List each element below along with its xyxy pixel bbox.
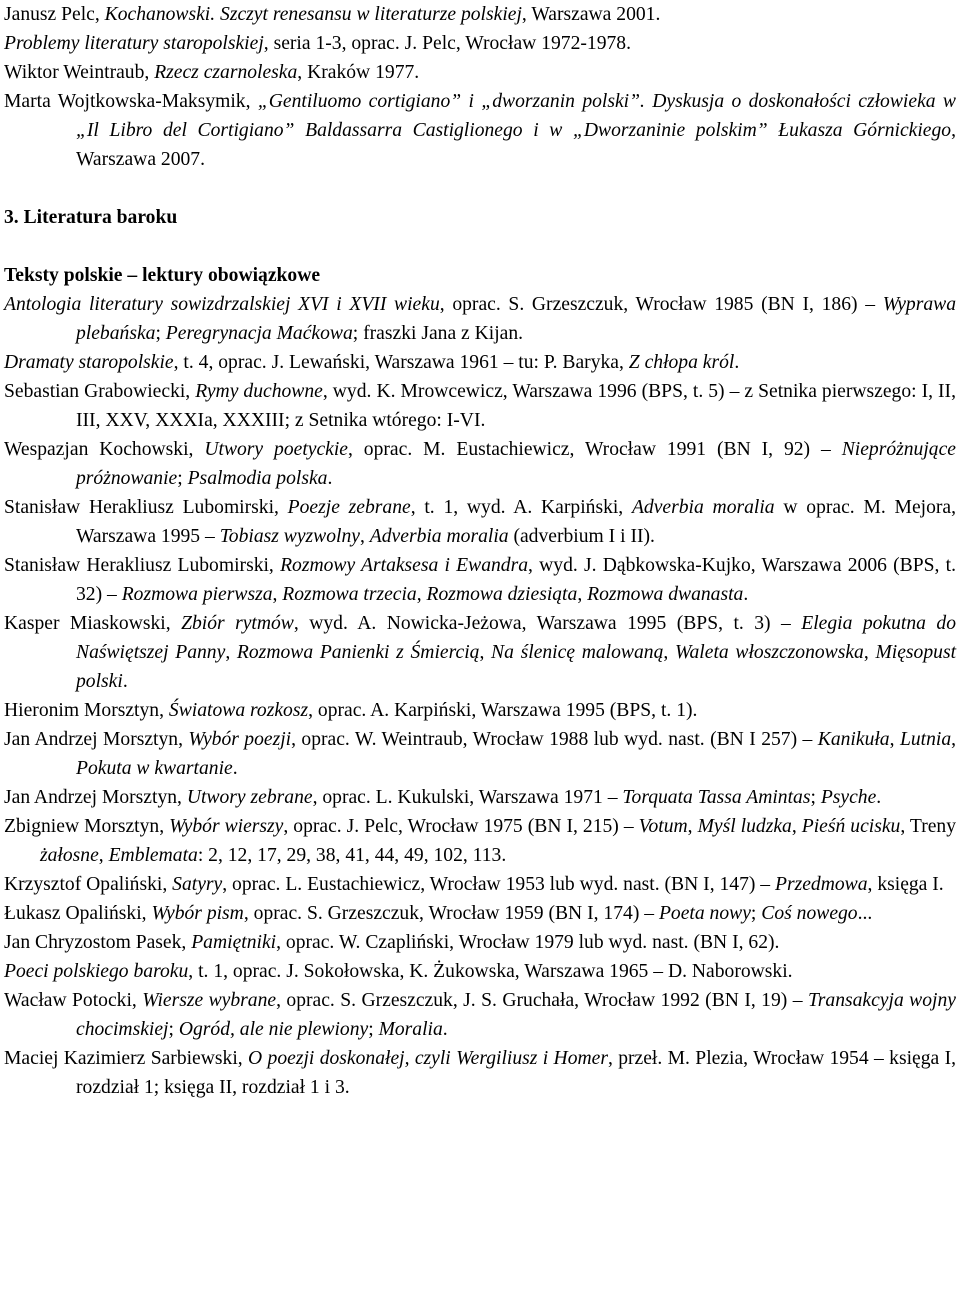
entry-text: , księga I. xyxy=(867,874,944,895)
bibliography-entry xyxy=(4,928,956,957)
entry-text: . xyxy=(232,758,238,779)
title-italic: Przedmowa xyxy=(775,874,868,895)
bibliography-entry xyxy=(4,783,956,812)
entry-text: Jan Andrzej Morsztyn, xyxy=(4,729,189,750)
section-heading: 3. Literatura baroku xyxy=(4,207,178,228)
title-italic: Niepróżnujące próżnowanie xyxy=(76,439,956,489)
bibliography-entry xyxy=(4,87,956,174)
title-italic: Adverbia moralia xyxy=(631,497,775,518)
entry-text: Stanisław Herakliusz Lubomirski, xyxy=(4,555,281,576)
title-italic: Psyche xyxy=(820,787,877,808)
title-italic: Poeta nowy xyxy=(658,903,751,924)
entry-text: , xyxy=(687,816,698,837)
intro-bibliography xyxy=(4,0,956,174)
entry-text: , oprac. L. Kukulski, Warszawa 1971 – xyxy=(312,787,623,808)
entry-text: Kasper Miaskowski, xyxy=(4,613,182,634)
entry-text: Wiktor Weintraub, xyxy=(4,62,155,83)
title-italic: Rozmowa pierwsza xyxy=(121,584,273,605)
title-italic: Votum xyxy=(638,816,688,837)
entry-text: , xyxy=(577,584,588,605)
spacer xyxy=(4,232,956,261)
entry-text: Sebastian Grabowiecki, xyxy=(4,381,196,402)
title-italic: Torquata Tassa Amintas xyxy=(622,787,811,808)
entry-text: , oprac. J. Pelc, Wrocław 1975 (BN I, 215) – xyxy=(283,816,639,837)
entry-text: (adverbium I i II). xyxy=(508,526,655,547)
title-italic: Wybór pism xyxy=(151,903,244,924)
entry-text: . xyxy=(327,468,333,489)
entry-text: , t. 1, wyd. A. Karpiński, xyxy=(410,497,632,518)
title-italic: Ogród, ale nie plewiony xyxy=(178,1019,369,1040)
entry-text: , Warszawa 2001. xyxy=(521,4,661,25)
title-italic: O poezji doskonałej, czyli Wergiliusz i Homer xyxy=(248,1048,608,1069)
bibliography-entry xyxy=(4,377,956,435)
title-italic: Pamiętniki xyxy=(191,932,277,953)
title-italic: Elegia pokutna do Naświętszej Panny xyxy=(76,613,956,663)
bibliography-entry xyxy=(4,957,956,986)
entry-text: w oprac. M. Mejora, Warszawa 1995 – xyxy=(76,497,956,547)
entry-text: , xyxy=(889,729,900,750)
title-italic: Poezje zebrane xyxy=(287,497,411,518)
title-italic: Rozmowa Panienki z Śmiercią xyxy=(236,642,480,663)
entry-text: : 2, 12, 17, 29, 38, 41, 44, 49, 102, 113. xyxy=(197,845,507,866)
entry-text: , Warszawa 2007. xyxy=(76,120,956,170)
reading-list xyxy=(4,290,956,1102)
entry-text: Jan Andrzej Morsztyn, xyxy=(4,787,187,808)
bibliography-entry xyxy=(4,290,956,348)
entry-text: , seria 1-3, oprac. J. Pelc, Wrocław 1972-1978. xyxy=(263,33,631,54)
entry-text: . xyxy=(743,584,749,605)
bibliography-entry xyxy=(4,986,956,1044)
bibliography-entry xyxy=(4,29,956,58)
entry-text: . xyxy=(442,1019,448,1040)
entry-text: , xyxy=(98,845,109,866)
title-italic: Antologia literatury sowizdrzalskiej XVI i XVII wieku xyxy=(4,294,440,315)
title-italic: Światowa rozkosz xyxy=(168,700,309,721)
subsection-heading: Teksty polskie – lektury obowiązkowe xyxy=(4,265,321,286)
title-italic: Moralia xyxy=(378,1019,443,1040)
title-italic: Rozmowa trzecia xyxy=(282,584,417,605)
entry-text: Hieronim Morsztyn, xyxy=(4,700,169,721)
title-italic: Utwory zebrane xyxy=(186,787,313,808)
entry-text: . xyxy=(122,671,128,692)
entry-text: ; xyxy=(810,787,821,808)
entry-text: , oprac. S. Grzeszczuk, J. S. Gruchała, Wrocław 1992 (BN I, 19) – xyxy=(276,990,808,1011)
bibliography-entry xyxy=(4,725,956,783)
bibliography-entry xyxy=(4,493,956,551)
bibliography-entry xyxy=(4,812,956,870)
bibliography-entry xyxy=(4,870,956,899)
title-italic: Myśl ludzka xyxy=(697,816,792,837)
title-italic: żałosne xyxy=(40,845,99,866)
entry-text: Marta Wojtkowska-Maksymik, xyxy=(4,91,258,112)
entry-text: , oprac. S. Grzeszczuk, Wrocław 1985 (BN I, 186) – xyxy=(439,294,883,315)
title-italic: Rymy duchowne xyxy=(195,381,323,402)
bibliography-entry xyxy=(4,551,956,609)
title-italic: Adverbia moralia xyxy=(369,526,509,547)
entry-text: ; xyxy=(177,468,188,489)
spacer xyxy=(4,174,956,203)
bibliography-entry xyxy=(4,609,956,696)
title-italic: Mięsopust polski xyxy=(76,642,957,692)
entry-text: ; xyxy=(750,903,762,924)
entry-text: , t. 4, oprac. J. Lewański, Warszawa 1961 – tu: P. Baryka, xyxy=(173,352,629,373)
entry-text: Janusz Pelc, xyxy=(4,4,105,25)
entry-text: , Kraków 1977. xyxy=(297,62,420,83)
title-italic: Wybór wierszy xyxy=(169,816,284,837)
entry-text: Krzysztof Opaliński, xyxy=(4,874,173,895)
title-italic: Pokuta w kwartanie xyxy=(76,758,233,779)
title-italic: Waleta włoszczonowska xyxy=(674,642,864,663)
entry-text: , xyxy=(663,642,675,663)
title-italic: Problemy literatury staropolskiej xyxy=(4,33,264,54)
entry-text: Maciej Kazimierz Sarbiewski, xyxy=(4,1048,249,1069)
title-italic: Transakcyja wojny chocimskiej xyxy=(76,990,956,1040)
title-italic: Rozmowy Artaksesa i Ewandra xyxy=(280,555,529,576)
entry-text: , xyxy=(951,729,957,750)
bibliography-entry xyxy=(4,58,956,87)
bibliography-entry xyxy=(4,435,956,493)
entry-text: , xyxy=(791,816,802,837)
title-italic: Satyry xyxy=(172,874,223,895)
title-italic: Kochanowski. Szczyt renesansu w literaturze polskiej xyxy=(104,4,522,25)
entry-text: , oprac. M. Eustachiewicz, Wrocław 1991 (BN I, 92) – xyxy=(348,439,842,460)
entry-text: . xyxy=(734,352,740,373)
entry-text: , oprac. S. Grzeszczuk, Wrocław 1959 (BN I, 174) – xyxy=(243,903,659,924)
entry-text: , oprac. L. Eustachiewicz, Wrocław 1953 lub wyd. nast. (BN I, 147) – xyxy=(222,874,775,895)
entry-text: ; fraszki Jana z Kijan. xyxy=(352,323,524,344)
entry-text: , xyxy=(416,584,427,605)
title-italic: Emblemata xyxy=(108,845,198,866)
entry-text: Zbigniew Morsztyn, xyxy=(4,816,170,837)
entry-text: , oprac. W. Czapliński, Wrocław 1979 lub wyd. nast. (BN I, 62). xyxy=(276,932,780,953)
title-italic: Dramaty staropolskie xyxy=(4,352,174,373)
bibliography-entry xyxy=(4,348,956,377)
entry-text: , przeł. M. Plezia, Wrocław 1954 – księga I, rozdział 1; księga II, rozdział 1 i 3. xyxy=(76,1048,956,1098)
title-italic: Rzecz czarnoleska xyxy=(154,62,298,83)
title-italic: Wiersze wybrane xyxy=(142,990,277,1011)
title-italic: Wyprawa plebańska xyxy=(76,294,956,344)
title-italic: Z chłopa król xyxy=(628,352,735,373)
entry-text: , wyd. K. Mrowcewicz, Warszawa 1996 (BPS, t. 5) – z Setnika pierwszego: I, II, III, XXV, XXXIa, XXXIII; z Setnika wtórego: I-VI. xyxy=(76,381,956,431)
entry-text: , xyxy=(225,642,237,663)
title-italic: Zbiór rytmów xyxy=(181,613,294,634)
bibliography-entry xyxy=(4,696,956,725)
entry-text: Jan Chryzostom Pasek, xyxy=(4,932,192,953)
entry-text: , xyxy=(479,642,492,663)
bibliography-entry xyxy=(4,0,956,29)
entry-text: , xyxy=(272,584,283,605)
entry-text: Łukasz Opaliński, xyxy=(4,903,152,924)
title-italic: Utwory poetyckie xyxy=(204,439,348,460)
title-italic: Tobiasz wyzwolny xyxy=(219,526,360,547)
title-italic: Peregrynacja Maćkowa xyxy=(165,323,353,344)
bibliography-entry xyxy=(4,899,956,928)
bibliography-entry xyxy=(4,1044,956,1102)
title-italic: „Gentiluomo cortigiano” i „dworzanin polski”. Dyskusja o doskonałości człowieka w „Il Libro del Cortigiano” Baldassarra Castiglionego i w „Dworzaninie polskim” Łukasza Górnickiego xyxy=(76,91,956,141)
entry-text: , wyd. J. Dąbkowska-Kujko, Warszawa 2006 (BPS, t. 32) – xyxy=(76,555,957,605)
title-italic: Wybór poezji xyxy=(188,729,292,750)
entry-text: ... xyxy=(857,903,873,924)
entry-text: . xyxy=(876,787,882,808)
title-italic: Rozmowa dziesiąta xyxy=(426,584,578,605)
title-italic: Poeci polskiego baroku xyxy=(4,961,189,982)
title-italic: Coś nowego xyxy=(761,903,858,924)
entry-text: , xyxy=(359,526,370,547)
title-italic: Pieśń ucisku xyxy=(801,816,901,837)
entry-text: , oprac. A. Karpiński, Warszawa 1995 (BPS, t. 1). xyxy=(308,700,698,721)
entry-text: , wyd. A. Nowicka-Jeżowa, Warszawa 1995 (BPS, t. 3) – xyxy=(293,613,802,634)
title-italic: Rozmowa dwanasta xyxy=(587,584,744,605)
title-italic: Lutnia xyxy=(899,729,952,750)
entry-text: Wacław Potocki, xyxy=(4,990,143,1011)
entry-text: Wespazjan Kochowski, xyxy=(4,439,205,460)
entry-text: , t. 1, oprac. J. Sokołowska, K. Żukowska, Warszawa 1965 – D. Naborowski. xyxy=(188,961,793,982)
entry-text: , xyxy=(863,642,876,663)
title-italic: Kanikuła xyxy=(817,729,890,750)
title-italic: Na ślenicę malowaną xyxy=(491,642,664,663)
entry-text: ; xyxy=(168,1019,179,1040)
entry-text: , oprac. W. Weintraub, Wrocław 1988 lub wyd. nast. (BN I 257) – xyxy=(291,729,818,750)
entry-text: ; xyxy=(368,1019,379,1040)
title-italic: Psalmodia polska xyxy=(187,468,328,489)
entry-text: , Treny xyxy=(900,816,957,837)
entry-text: ; xyxy=(155,323,166,344)
entry-text: Stanisław Herakliusz Lubomirski, xyxy=(4,497,288,518)
